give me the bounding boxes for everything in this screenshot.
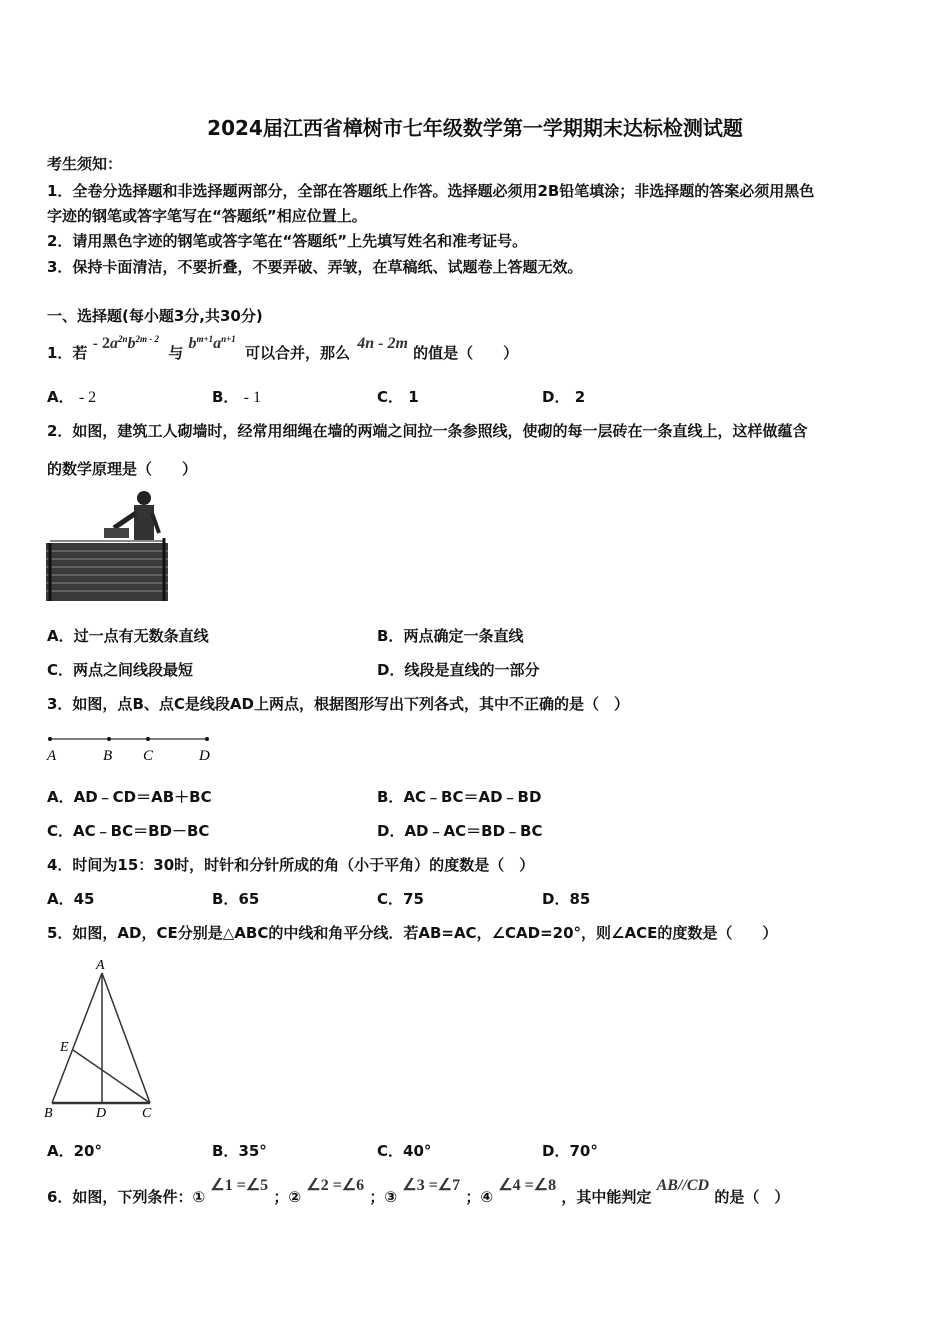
- q2-option-d[interactable]: D．线段是直线的一部分: [377, 661, 540, 679]
- q6-condition-2: ∠2 =∠6: [306, 1177, 365, 1194]
- q4-option-c[interactable]: C．75: [377, 890, 424, 908]
- page-title: 2024届江西省樟树市七年级数学第一学期期末达标检测试题: [207, 116, 743, 140]
- notice-item-3: 3．保持卡面清洁，不要折叠，不要弄破、弄皱，在草稿纸、试题卷上答题无效。: [47, 258, 583, 276]
- q4-option-a[interactable]: A．45: [47, 890, 95, 908]
- q5-option-c[interactable]: C．40°: [377, 1142, 432, 1160]
- q3-figure-segment: [44, 730, 224, 770]
- bisector-ce: [73, 1050, 150, 1103]
- q1-expr3: 4n - 2m: [357, 335, 408, 352]
- label-b: B: [103, 748, 113, 764]
- q1-stem: [47, 334, 519, 363]
- q2-stem-line2: 的数学原理是（ ）: [47, 460, 198, 478]
- q3-option-d[interactable]: D．AD﹣AC＝BD﹣BC: [377, 822, 543, 840]
- label-c: C: [142, 1106, 152, 1121]
- q1-option-b[interactable]: B． - 1: [212, 388, 261, 406]
- q6-condition-4: ∠4 =∠8: [498, 1177, 557, 1194]
- q1-conj: 与: [168, 344, 184, 362]
- q5-option-a[interactable]: A．20°: [47, 1142, 102, 1160]
- section-heading: 一、选择题(每小题3分,共30分): [47, 307, 263, 325]
- side-ac: [102, 973, 150, 1103]
- q2-option-a[interactable]: A．过一点有无数条直线: [47, 627, 209, 645]
- q4-option-d[interactable]: D．85: [542, 890, 591, 908]
- q5-stem: 5．如图，AD，CE分别是△ABC的中线和角平分线．若AB=AC，∠CAD=20°，则∠ACE的度数是（ ）: [47, 924, 778, 942]
- q1-expr2: $b^{m+1}a^{n+1}$: [188, 334, 236, 352]
- q2-stem-line1: 2．如图，建筑工人砌墙时，经常用细绳在墙的两端之间拉一条参照线，使砌的每一层砖在一条直线上，这样做蕴含: [47, 422, 808, 440]
- point-a: [48, 737, 52, 741]
- q6-condition-1: ∠1 =∠5: [210, 1177, 269, 1194]
- point-b: [107, 737, 111, 741]
- q5-option-d[interactable]: D．70°: [542, 1142, 598, 1160]
- q6-stem: 6．如图，下列条件：① ∠1 =∠5 ；② ∠2 =∠6 ；③ ∠3 =∠7 ；④ ∠4 =∠8 ，其中能判定 AB//CD 的是（ ）: [47, 1177, 790, 1206]
- q6-condition-3: ∠3 =∠7: [402, 1177, 461, 1194]
- notice-item-1-line1: 1．全卷分选择题和非选择题两部分，全部在答题纸上作答。选择题必须用2B铅笔填涂；非选择题的答案必须用黑色: [47, 182, 815, 200]
- notice-item-2: 2．请用黑色字迹的钢笔或答字笔在“答题纸”上先填写姓名和准考证号。: [47, 232, 528, 250]
- label-b: B: [44, 1106, 53, 1121]
- point-d: [205, 737, 209, 741]
- label-a: A: [96, 958, 105, 973]
- label-e: E: [60, 1040, 69, 1055]
- q1-option-c[interactable]: C． 1: [377, 388, 419, 406]
- q2-figure-bricklayer: [44, 488, 179, 608]
- label-d: D: [199, 748, 210, 764]
- q2-option-b[interactable]: B．两点确定一条直线: [377, 627, 524, 645]
- q1-expr1: - $2a^{2n}b^{2m - 2}$: [92, 334, 160, 352]
- q3-option-a[interactable]: A．AD﹣CD＝AB＋BC: [47, 788, 212, 806]
- notice-heading: 考生须知：: [47, 155, 123, 173]
- q1-number: 1．若: [47, 344, 88, 362]
- point-c: [146, 737, 150, 741]
- q1-option-d[interactable]: D． 2: [542, 388, 586, 406]
- q1-tail: 的值是（ ）: [413, 344, 519, 362]
- q4-option-b[interactable]: B．65: [212, 890, 260, 908]
- q4-stem: 4．时间为15：30时，时针和分针所成的角（小于平角）的度数是（ ）: [47, 856, 535, 874]
- side-ab: [52, 973, 102, 1103]
- label-a: A: [47, 748, 57, 764]
- q3-stem: 3．如图，点B、点C是线段AD上两点，根据图形写出下列各式，其中不正确的是（ ）: [47, 695, 629, 713]
- q1-mid: 可以合并，那么: [245, 344, 351, 362]
- label-d: D: [96, 1106, 107, 1121]
- label-c: C: [143, 748, 154, 764]
- q3-option-b[interactable]: B．AC﹣BC＝AD﹣BD: [377, 788, 542, 806]
- q5-figure-triangle: [40, 955, 165, 1125]
- q6-relation: AB//CD: [656, 1177, 710, 1194]
- q2-option-c[interactable]: C．两点之间线段最短: [47, 661, 194, 679]
- notice-item-1-line2: 字迹的钢笔或答字笔写在“答题纸”相应位置上。: [47, 207, 367, 225]
- q1-option-a[interactable]: A． - 2: [47, 388, 97, 406]
- q5-option-b[interactable]: B．35°: [212, 1142, 267, 1160]
- q3-option-c[interactable]: C．AC﹣BC＝BD－BC: [47, 822, 210, 840]
